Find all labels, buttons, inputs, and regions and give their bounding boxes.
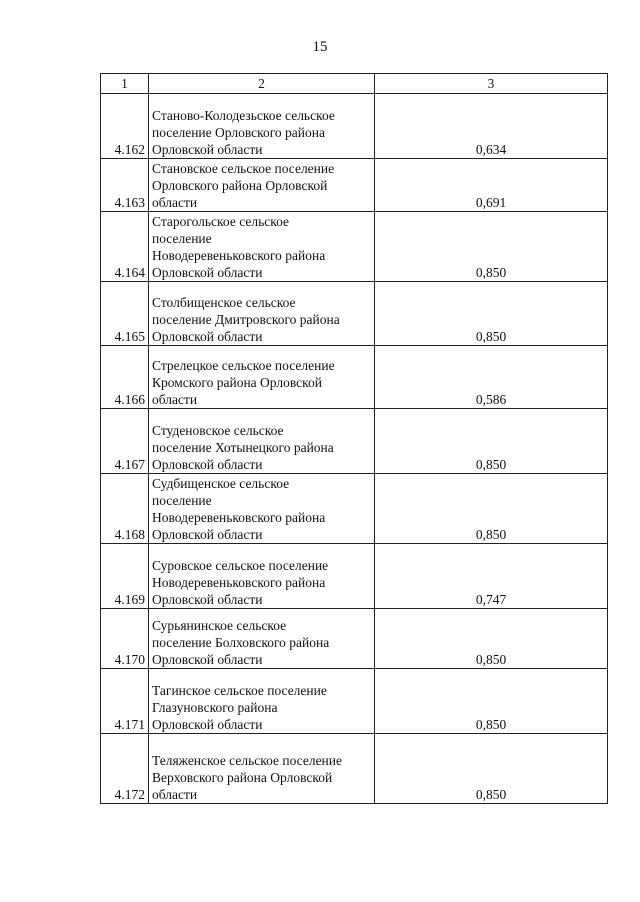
settlement-name-line: поселение Дмитровского района <box>152 312 340 327</box>
coefficient-value: 0,634 <box>375 94 608 159</box>
settlement-name <box>149 609 375 669</box>
column-header-2: 2 <box>149 74 375 94</box>
settlement-name <box>149 212 375 282</box>
settlement-name <box>149 159 375 212</box>
settlement-name <box>149 282 375 346</box>
settlement-name-line: Орловской области <box>152 457 263 472</box>
table-row <box>101 212 608 282</box>
settlement-name-line: Орловской области <box>152 652 263 667</box>
settlement-name-line: области <box>152 787 198 802</box>
settlement-name-line: поселение Болховского района <box>152 635 330 650</box>
settlement-name <box>149 734 375 804</box>
settlement-name-line: Суровское сельское поселение <box>152 558 329 573</box>
settlement-name-line: Орловской области <box>152 265 263 280</box>
column-header-1: 1 <box>101 74 149 94</box>
settlement-name-line: Тагинское сельское поселение <box>152 683 327 698</box>
row-number: 4.166 <box>101 346 149 409</box>
settlement-name-line: области <box>152 195 198 210</box>
settlement-name-line: поселение Хотынецкого района <box>152 440 334 455</box>
settlement-name-line: Студеновское сельское <box>152 423 284 438</box>
coefficient-value: 0,850 <box>375 609 608 669</box>
settlement-name-line: Новодеревеньковского района <box>152 510 326 525</box>
settlement-name <box>149 409 375 474</box>
settlement-name <box>149 669 375 734</box>
settlement-name-line: Верховского района Орловской <box>152 770 333 785</box>
settlement-name-line: поселение <box>152 231 212 246</box>
table-row <box>101 474 608 544</box>
settlement-name-line: поселение <box>152 493 212 508</box>
settlement-name-line: Сурьянинское сельское <box>152 618 287 633</box>
coefficient-value: 0,586 <box>375 346 608 409</box>
settlement-name-line: Орловской области <box>152 527 263 542</box>
settlement-name <box>149 474 375 544</box>
coefficient-value: 0,850 <box>375 282 608 346</box>
coefficient-value: 0,850 <box>375 474 608 544</box>
settlement-name-line: области <box>152 392 198 407</box>
settlement-name <box>149 544 375 609</box>
settlement-name-line: Стрелецкое сельское поселение <box>152 358 335 373</box>
table-header-row <box>101 74 608 94</box>
table-row <box>101 94 608 159</box>
data-table <box>100 73 608 804</box>
row-number: 4.162 <box>101 94 149 159</box>
page-number: 15 <box>312 39 328 55</box>
settlement-name <box>149 346 375 409</box>
settlement-name-line: Станово-Колодезьское сельское <box>152 108 335 123</box>
settlement-name-line: Новодеревеньковского района <box>152 248 326 263</box>
settlement-name-line: Судбищенское сельское <box>152 476 290 491</box>
coefficient-value: 0,850 <box>375 212 608 282</box>
settlement-name-line: Орловской области <box>152 142 263 157</box>
settlement-name-line: Старогольское сельское <box>152 214 290 229</box>
settlement-name-line: поселение Орловского района <box>152 125 325 140</box>
settlement-name-line: Кромского района Орловской <box>152 375 322 390</box>
settlement-name-line: Орловской области <box>152 717 263 732</box>
settlement-name-line: Становское сельское поселение <box>152 161 335 176</box>
settlement-name-line: Теляженское сельское поселение <box>152 753 343 768</box>
row-number: 4.165 <box>101 282 149 346</box>
settlement-name <box>149 94 375 159</box>
row-number: 4.171 <box>101 669 149 734</box>
row-number: 4.170 <box>101 609 149 669</box>
coefficient-value: 0,850 <box>375 734 608 804</box>
settlement-name-line: Новодеревеньковского района <box>152 575 326 590</box>
settlement-name-line: Глазуновского района <box>152 700 278 715</box>
coefficient-value: 0,850 <box>375 409 608 474</box>
row-number: 4.169 <box>101 544 149 609</box>
settlement-name-line: Орловского района Орловской <box>152 178 328 193</box>
settlement-name-line: Орловской области <box>152 329 263 344</box>
settlement-name-line: Орловской области <box>152 592 263 607</box>
row-number: 4.168 <box>101 474 149 544</box>
row-number: 4.163 <box>101 159 149 212</box>
table-row <box>101 346 608 409</box>
coefficient-value: 0,691 <box>375 159 608 212</box>
table-row <box>101 669 608 734</box>
row-number: 4.167 <box>101 409 149 474</box>
table-body <box>101 94 608 804</box>
row-number: 4.164 <box>101 212 149 282</box>
table-row <box>101 609 608 669</box>
table-row <box>101 159 608 212</box>
settlement-name-line: Столбищенское сельское <box>152 295 296 310</box>
table-row <box>101 544 608 609</box>
column-header-3: 3 <box>375 74 608 94</box>
table-row <box>101 282 608 346</box>
coefficient-value: 0,850 <box>375 669 608 734</box>
table-row <box>101 734 608 804</box>
coefficient-value: 0,747 <box>375 544 608 609</box>
row-number: 4.172 <box>101 734 149 804</box>
table-row <box>101 409 608 474</box>
